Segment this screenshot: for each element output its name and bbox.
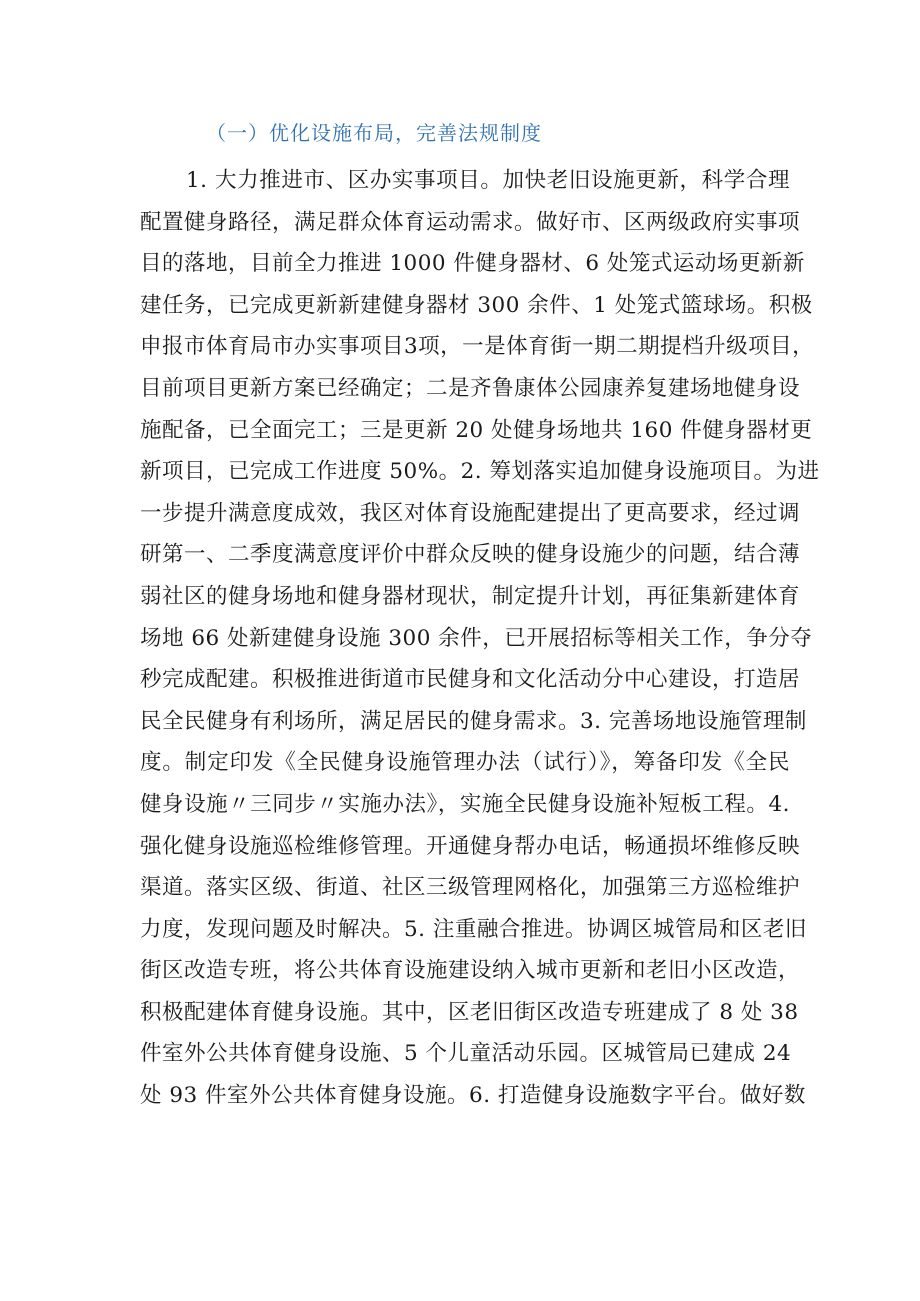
body-paragraph [140,160,820,1117]
paragraph-line: 场地 66 处新建健身设施 300 余件，已开展招标等相关工作，争分夺 [140,625,813,651]
paragraph-line: 1. 大力推进市、区办实事项目。加快老旧设施更新，科学合理 [186,168,790,193]
paragraph-line: 申报市体育局市办实事项目3项，一是体育街一期二期提档升级项目， [140,334,815,360]
paragraph-line: 件室外公共体育健身设施、5 个儿童活动乐园。区城管局已建成 24 [140,1041,792,1067]
paragraph-line: 新项目，已完成工作进度 50%。2. 筹划落实追加健身设施项目。为进 [140,459,820,485]
paragraph-line: 施配备，已全面完工；三是更新 20 处健身场地共 160 件健身器材更 [140,417,813,443]
paragraph-line: 秒完成配建。积极推进街道市民健身和文化活动分中心建设，打造居 [140,667,801,693]
paragraph-line: 建任务，已完成更新新建健身器材 300 余件、1 处笼式篮球场。积极 [140,292,813,318]
paragraph-line: 度。制定印发《全民健身设施管理办法（试行）》，筹备印发《全民 [140,750,790,776]
paragraph-line: 目前项目更新方案已经确定；二是齐鲁康体公园康养复建场地健身设 [140,375,801,401]
section-heading: （一）优化设施布局，完善法规制度 [206,121,542,145]
paragraph-line: 目的落地，目前全力推进 1000 件健身器材、6 处笼式运动场更新新 [140,251,805,277]
paragraph-line: 街区改造专班，将公共体育设施建设纳入城市更新和老旧小区改造， [140,958,801,984]
paragraph-line: 研第一、二季度满意度评价中群众反映的健身设施少的问题，结合薄 [140,542,801,568]
paragraph-line: 健身设施〃三同步〃实施办法》，实施全民健身设施补短板工程。4. [140,791,790,817]
paragraph-line: 配置健身路径，满足群众体育运动需求。做好市、区两级政府实事项 [140,209,801,235]
paragraph-line: 渠道。落实区级、街道、社区三级管理网格化，加强第三方巡检维护 [140,875,801,901]
paragraph-line: 强化健身设施巡检维修管理。开通健身帮办电话，畅通损坏维修反映 [140,833,801,859]
paragraph-line: 民全民健身有利场所，满足居民的健身需求。3. 完善场地设施管理制 [140,708,807,734]
paragraph-line: 积极配建体育健身设施。其中，区老旧街区改造专班建成了 8 处 38 [140,999,799,1025]
paragraph-line: 一步提升满意度成效，我区对体育设施配建提出了更高要求，经过调 [140,500,801,526]
paragraph-line: 弱社区的健身场地和健身器材现状，制定提升计划，再征集新建体育 [140,583,801,609]
paragraph-line: 处 93 件室外公共体育健身设施。6. 打造健身设施数字平台。做好数 [140,1083,806,1109]
paragraph-line: 力度，发现问题及时解决。5. 注重融合推进。协调区城管局和区老旧 [140,916,807,942]
